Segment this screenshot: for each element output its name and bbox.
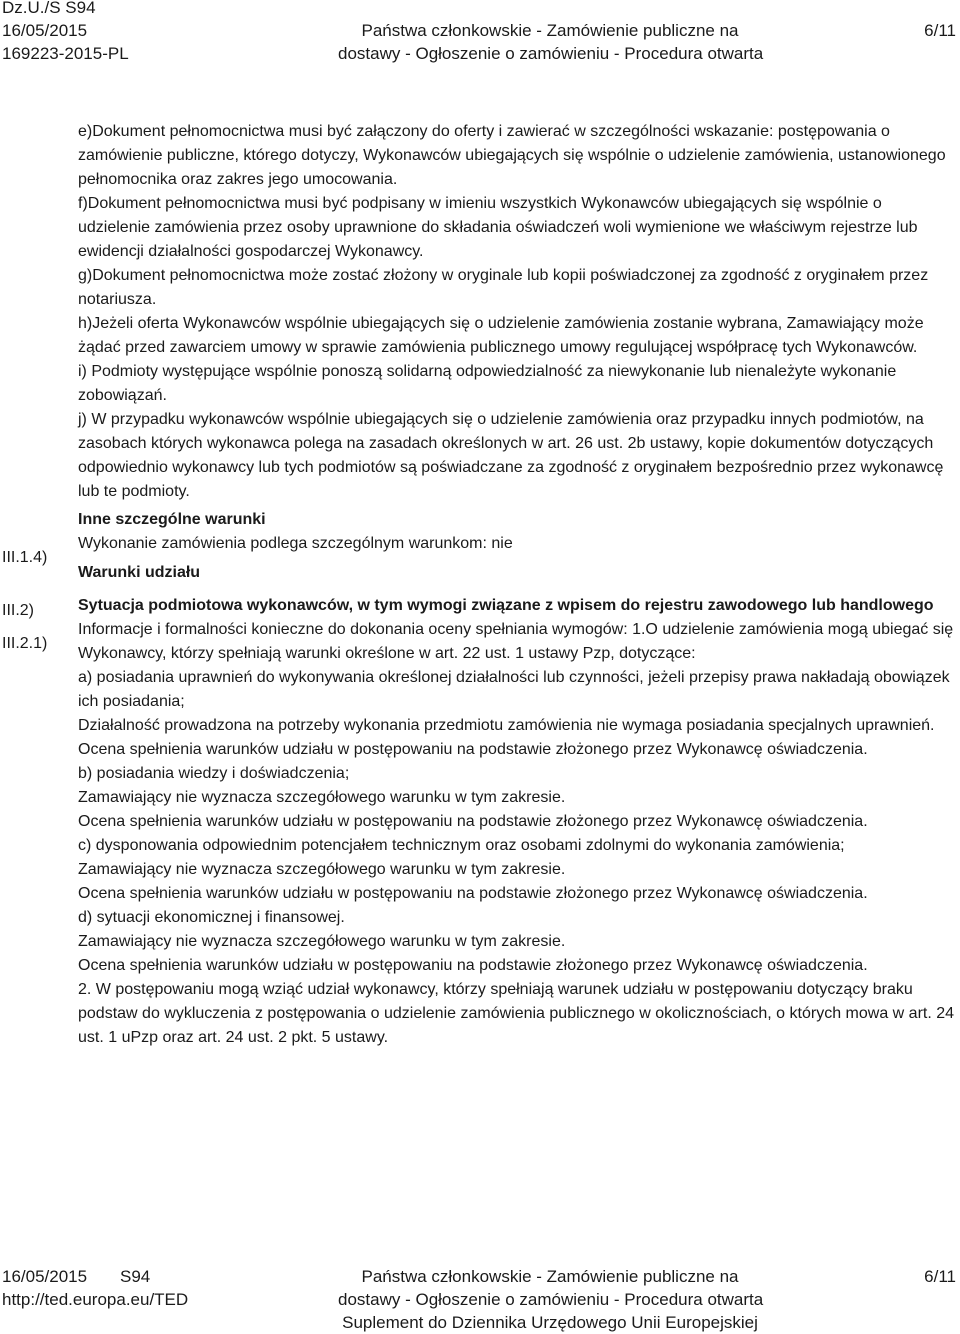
- footer-title-line1: Państwa członkowskie - Zamówienie publiczne na: [361, 1267, 739, 1286]
- section-title: Sytuacja podmiotowa wykonawców, w tym wymogi związane z wpisem do rejestru zawodowego lub handlowego: [78, 597, 934, 614]
- footer-page-number: 6/11: [924, 1267, 956, 1286]
- paragraph: Ocena spełnienia warunków udziału w postępowaniu na podstawie złożonego przez Wykonawcę oświadczenia.: [78, 813, 868, 830]
- page-footer: [0, 1265, 960, 1334]
- paragraph: Ocena spełnienia warunków udziału w postępowaniu na podstawie złożonego przez Wykonawcę oświadczenia.: [78, 741, 868, 758]
- paragraph: h)Jeżeli oferta Wykonawców wspólnie ubiegających się o udzielenie zamówienia zostanie wybrana, Zamawiający może żądać przed zawarciem umowy w sprawie zamówienia publicznego umowy regulującej współpracę tych Wykonawców.: [78, 315, 924, 356]
- footer-supplement: Suplement do Dziennika Urzędowego Unii Europejskiej: [342, 1313, 758, 1332]
- paragraph: g)Dokument pełnomocnictwa może zostać złożony w oryginale lub kopii poświadczonej za zgodność z oryginałem przez notariusza.: [78, 267, 929, 308]
- footer-issue: S94: [120, 1267, 151, 1286]
- paragraph: Zamawiający nie wyznacza szczegółowego warunku w tym zakresie.: [78, 861, 566, 878]
- paragraph: Ocena spełnienia warunków udziału w postępowaniu na podstawie złożonego przez Wykonawcę oświadczenia.: [78, 957, 868, 974]
- section-text: Wykonanie zamówienia podlega szczególnym warunkom: nie: [78, 535, 513, 552]
- paragraph: 2. W postępowaniu mogą wziąć udział wykonawcy, którzy spełniają warunek udziału w postępowaniu dotyczący braku podstaw do wykluczenia z postępowania o udzielenie zamówienia publicznego w okolicznościach, o których mowa w art. 24 ust. 1 uPzp oraz art. 24 ust. 2 pkt. 5 ustawy.: [78, 981, 955, 1046]
- section-title: Inne szczególne warunki: [78, 511, 266, 528]
- paragraph: Działalność prowadzona na potrzeby wykonania przedmiotu zamówienia nie wymaga posiadania specjalnych uprawnień.: [78, 717, 935, 734]
- header-title-line2: dostawy - Ogłoszenie o zamówieniu - Procedura otwarta: [338, 44, 764, 63]
- paragraph: i) Podmioty występujące wspólnie ponoszą solidarną odpowiedzialność za niewykonanie lub nienależyte wykonanie zobowiązań.: [78, 363, 897, 404]
- header-date: 16/05/2015: [2, 21, 88, 40]
- paragraph: f)Dokument pełnomocnictwa musi być podpisany w imieniu wszystkich Wykonawców ubiegających się wspólnie o udzielenie zamówienia przez osoby uprawnione do składania oświadczeń woli wymienione we właściwym rejestrze lub ewidencji działalności gospodarczej Wykonawcy.: [78, 195, 918, 260]
- page-number: 6/11: [924, 21, 956, 40]
- footer-title-line2: dostawy - Ogłoszenie o zamówieniu - Procedura otwarta: [338, 1290, 764, 1309]
- section-number: III.2.1): [2, 635, 48, 652]
- header-title-line1: Państwa członkowskie - Zamówienie publiczne na: [361, 21, 739, 40]
- page-header: [0, 0, 960, 66]
- footer-date: 16/05/2015: [2, 1267, 88, 1286]
- paragraph: Zamawiający nie wyznacza szczegółowego warunku w tym zakresie.: [78, 789, 566, 806]
- paragraph: b) posiadania wiedzy i doświadczenia;: [78, 765, 350, 782]
- main-content: [78, 120, 958, 1050]
- paragraph: Zamawiający nie wyznacza szczegółowego warunku w tym zakresie.: [78, 933, 566, 950]
- paragraph: a) posiadania uprawnień do wykonywania określonej działalności lub czynności, jeżeli przepisy prawa nakładają obowiązek ich posiadania;: [78, 669, 950, 710]
- paragraph: c) dysponowania odpowiednim potencjałem technicznym oraz osobami zdolnymi do wykonania zamówienia;: [78, 837, 845, 854]
- ted-link[interactable]: http://ted.europa.eu/TED: [2, 1290, 189, 1309]
- paragraph: d) sytuacji ekonomicznej i finansowej.: [78, 909, 345, 926]
- paragraph: Ocena spełnienia warunków udziału w postępowaniu na podstawie złożonego przez Wykonawcę oświadczenia.: [78, 885, 868, 902]
- section-number: III.1.4): [2, 549, 48, 566]
- paragraph: Informacje i formalności konieczne do dokonania oceny spełniania wymogów: 1.O udzielenie zamówienia mogą ubiegać się Wykonawcy, którzy spełniają warunki określone w art. 22 ust. 1 ustawy Pzp, dotyczące:: [78, 621, 954, 662]
- notice-number: 169223-2015-PL: [2, 44, 129, 63]
- paragraph: j) W przypadku wykonawców wspólnie ubiegających się o udzielenie zamówienia oraz przypadku innych podmiotów, na zasobach których wykonawca polega na zasadach określonych w art. 26 ust. 2b ustawy, kopie dokumentów dotyczących odpowiednio wykonawcy lub tych podmiotów są poświadczane za zgodność z oryginałem bezpośrednio przez wykonawcę lub te podmioty.: [78, 411, 944, 500]
- section-title: Warunki udziału: [78, 564, 201, 581]
- paragraph: e)Dokument pełnomocnictwa musi być załączony do oferty i zawierać w szczególności wskazanie: postępowania o zamówienie publiczne, którego dotyczy, Wykonawców ubiegających się wspólnie o udzielenie zamówienia, ustanowionego pełnomocnika oraz zakres jego umocowania.: [78, 123, 946, 188]
- section-number: III.2): [2, 602, 35, 619]
- journal-ref: Dz.U./S S94: [2, 0, 96, 17]
